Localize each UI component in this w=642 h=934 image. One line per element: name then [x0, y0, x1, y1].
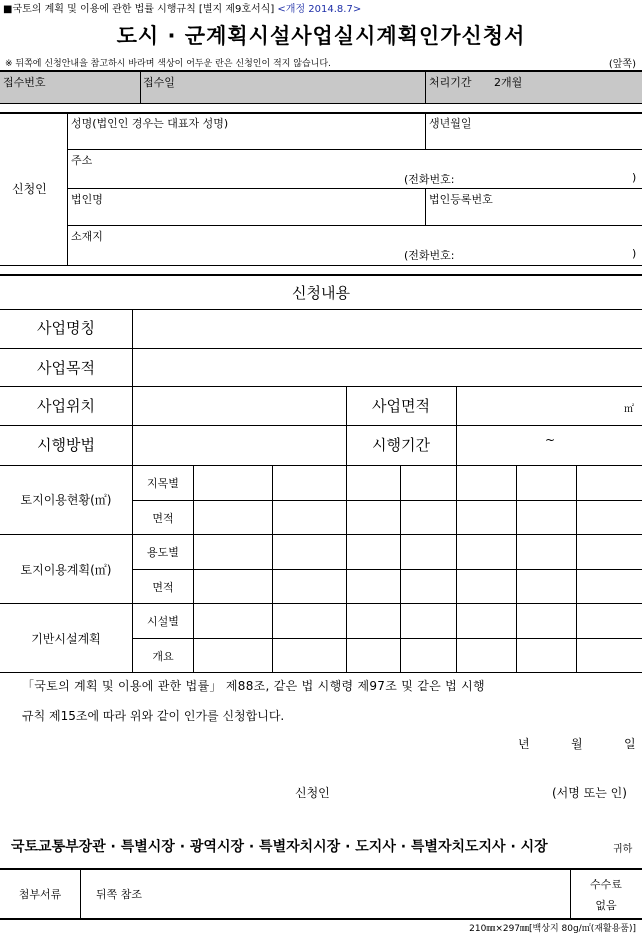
page-title: 도시 · 군계획시설사업실시계획인가신청서	[116, 24, 526, 48]
attachment-label: 첨부서류	[18, 888, 62, 901]
land-plan-label: 토지이용계획(㎡)	[20, 563, 112, 577]
business-name-field[interactable]	[134, 310, 641, 347]
corporation-registration-field[interactable]	[426, 207, 641, 225]
fee-label: 수수료	[590, 878, 622, 891]
birth-date-field[interactable]	[426, 131, 641, 149]
address-field[interactable]	[68, 167, 641, 187]
birth-date-label: 생년월일	[429, 117, 472, 130]
business-purpose-label: 사업목적	[37, 359, 95, 377]
processing-period-label: 처리기간	[429, 76, 472, 89]
recipient-text: 국토교통부장관 · 특별시장 · 광역시장 · 특별자치시장 · 도지사 · 특별자치도지사 · 시장	[11, 839, 548, 855]
phone-close-address: )	[632, 171, 637, 184]
business-location-field[interactable]	[134, 387, 345, 424]
date-month-label: 월	[571, 737, 583, 751]
declaration-line-1: 「국토의 계획 및 이용에 관한 법률」 제88조, 같은 법 시행령 제97조 및 같은 법 시행	[22, 679, 485, 693]
processing-period-value: 2개월	[494, 76, 523, 89]
applicant-name-label: 성명(법인인 경우는 대표자 성명)	[71, 117, 229, 130]
business-name-label: 사업명칭	[37, 319, 95, 337]
declaration-line-2: 규칙 제15조에 따라 위와 같이 인가를 신청합니다.	[22, 709, 285, 723]
by-facility-label: 시설별	[147, 615, 179, 628]
area-unit: ㎡	[624, 404, 634, 415]
declaration-applicant-label: 신청인	[295, 786, 330, 800]
receipt-number-label: 접수번호	[3, 76, 46, 89]
overview-label: 개요	[152, 650, 174, 663]
business-area-field[interactable]	[458, 387, 641, 424]
applicant-name-field[interactable]	[68, 131, 425, 149]
applicant-section-label: 신청인	[12, 182, 47, 196]
date-day-label: 일	[624, 737, 636, 751]
revision-date: <개정 2014.8.7>	[277, 4, 362, 15]
paper-spec-footer: 210㎜×297㎜[백상지 80g/㎡(재활용품)]	[469, 924, 636, 934]
location-label: 소재지	[71, 230, 103, 243]
law-name: ■국토의 계획 및 이용에 관한 법률 시행규칙 [별지 제9호서식]	[3, 4, 275, 15]
front-label: (앞쪽)	[608, 59, 636, 70]
business-area-label: 사업면적	[372, 397, 430, 415]
date-year-label: 년	[518, 737, 530, 751]
phone-label-location: (전화번호:	[404, 249, 455, 262]
phone-label-address: (전화번호:	[404, 173, 455, 186]
receipt-row	[0, 70, 642, 103]
by-use-label: 용도별	[147, 546, 179, 559]
area-label-1: 면적	[152, 512, 174, 525]
instruction-text: ※ 뒤쪽에 신청안내을 참고하시 바라며 색상이 어두운 란은 신청인이 적지 않습니다.	[5, 59, 331, 69]
location-field[interactable]	[68, 243, 641, 263]
corporation-name-field[interactable]	[68, 207, 425, 225]
method-field[interactable]	[134, 426, 345, 464]
address-label: 주소	[71, 154, 93, 167]
period-label: 시행기간	[372, 436, 430, 454]
method-label: 시행방법	[37, 436, 95, 454]
content-header: 신청내용	[292, 284, 350, 302]
phone-close-location: )	[632, 247, 637, 260]
business-location-label: 사업위치	[37, 397, 95, 415]
corporation-registration-label: 법인등록번호	[429, 193, 493, 206]
land-current-label: 토지이용현황(㎡)	[20, 493, 112, 507]
corporation-name-label: 법인명	[71, 193, 103, 206]
area-label-2: 면적	[152, 581, 174, 594]
receipt-date-label: 접수일	[143, 76, 175, 89]
attachment-value: 뒤쪽 참조	[96, 888, 143, 901]
business-purpose-field[interactable]	[134, 349, 641, 386]
by-category-label: 지목별	[147, 477, 179, 490]
recipient-suffix: 귀하	[613, 844, 633, 855]
infra-plan-label: 기반시설계획	[31, 632, 101, 646]
fee-value: 없음	[595, 899, 617, 912]
signature-label: (서명 또는 인)	[552, 786, 627, 800]
period-separator: ~	[545, 433, 556, 447]
law-reference	[3, 0, 361, 15]
